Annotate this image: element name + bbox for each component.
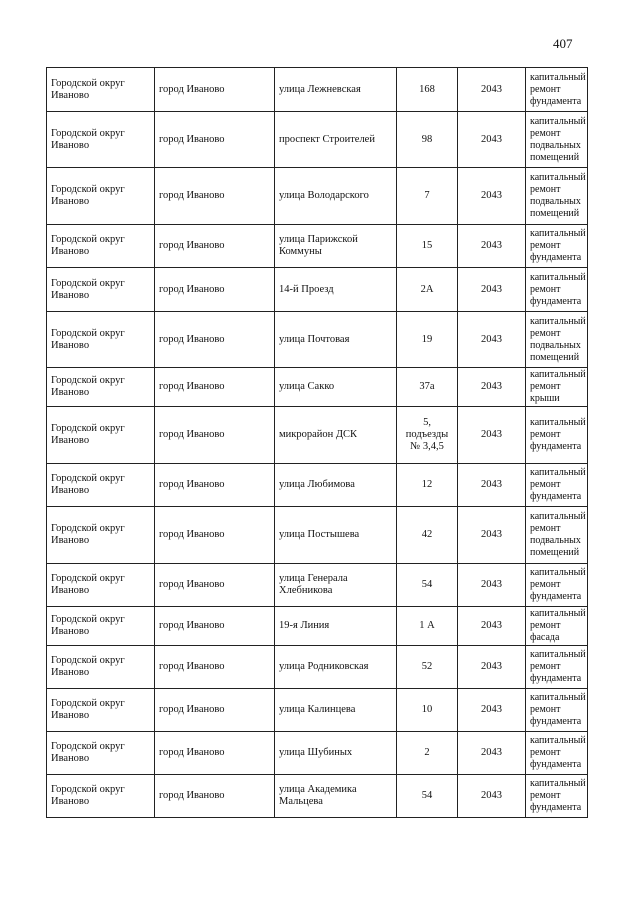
table-row [47, 775, 588, 818]
table-row [47, 68, 588, 112]
table-row [47, 312, 588, 368]
work-type-cell: капитальный ремонт фундамента [526, 68, 588, 112]
house-cell: 42 [397, 507, 458, 564]
city-cell: город Иваново [155, 368, 275, 407]
year-cell: 2043 [458, 507, 526, 564]
city-cell: город Иваново [155, 68, 275, 112]
year-cell: 2043 [458, 464, 526, 507]
house-cell: 2А [397, 268, 458, 312]
house-cell: 37а [397, 368, 458, 407]
year-cell: 2043 [458, 564, 526, 607]
street-cell: улица Сакко [275, 368, 397, 407]
table-row [47, 689, 588, 732]
work-type-cell: капитальный ремонт фундамента [526, 775, 588, 818]
year-cell: 2043 [458, 775, 526, 818]
year-cell: 2043 [458, 607, 526, 646]
work-type-cell: капитальный ремонт крыши [526, 368, 588, 407]
street-cell: микрорайон ДСК [275, 407, 397, 464]
table-row [47, 112, 588, 168]
house-cell: 98 [397, 112, 458, 168]
street-cell: улица Шубиных [275, 732, 397, 775]
district-cell: Городской округ Иваново [47, 464, 155, 507]
street-cell: улица Родниковская [275, 646, 397, 689]
city-cell: город Иваново [155, 564, 275, 607]
year-cell: 2043 [458, 112, 526, 168]
district-cell: Городской округ Иваново [47, 775, 155, 818]
house-cell: 54 [397, 564, 458, 607]
district-cell: Городской округ Иваново [47, 407, 155, 464]
work-type-cell: капитальный ремонт подвальных помещений [526, 507, 588, 564]
house-cell: 7 [397, 168, 458, 225]
work-type-cell: капитальный ремонт подвальных помещений [526, 312, 588, 368]
street-cell: улица Володарского [275, 168, 397, 225]
work-type-cell: капитальный ремонт фундамента [526, 464, 588, 507]
work-type-cell: капитальный ремонт фундамента [526, 646, 588, 689]
work-type-cell: капитальный ремонт фундамента [526, 407, 588, 464]
work-type-cell: капитальный ремонт фундамента [526, 225, 588, 268]
year-cell: 2043 [458, 368, 526, 407]
table-row [47, 225, 588, 268]
street-cell: улица Академика Мальцева [275, 775, 397, 818]
district-cell: Городской округ Иваново [47, 646, 155, 689]
district-cell: Городской округ Иваново [47, 112, 155, 168]
city-cell: город Иваново [155, 268, 275, 312]
district-cell: Городской округ Иваново [47, 68, 155, 112]
table-row [47, 368, 588, 407]
year-cell: 2043 [458, 225, 526, 268]
city-cell: город Иваново [155, 312, 275, 368]
year-cell: 2043 [458, 312, 526, 368]
street-cell: 14-й Проезд [275, 268, 397, 312]
city-cell: город Иваново [155, 607, 275, 646]
street-cell: улица Любимова [275, 464, 397, 507]
house-cell: 2 [397, 732, 458, 775]
house-cell: 19 [397, 312, 458, 368]
street-cell: улица Лежневская [275, 68, 397, 112]
house-cell: 52 [397, 646, 458, 689]
street-cell: улица Калинцева [275, 689, 397, 732]
street-cell: улица Постышева [275, 507, 397, 564]
district-cell: Городской округ Иваново [47, 268, 155, 312]
house-cell: 168 [397, 68, 458, 112]
work-type-cell: капитальный ремонт подвальных помещений [526, 112, 588, 168]
table-row [47, 646, 588, 689]
table-row [47, 407, 588, 464]
work-type-cell: капитальный ремонт фундамента [526, 268, 588, 312]
house-cell: 15 [397, 225, 458, 268]
district-cell: Городской округ Иваново [47, 507, 155, 564]
table-row [47, 732, 588, 775]
work-type-cell: капитальный ремонт фасада [526, 607, 588, 646]
street-cell: 19-я Линия [275, 607, 397, 646]
year-cell: 2043 [458, 407, 526, 464]
table-row [47, 268, 588, 312]
year-cell: 2043 [458, 268, 526, 312]
city-cell: город Иваново [155, 225, 275, 268]
table-row [47, 607, 588, 646]
table-row [47, 507, 588, 564]
city-cell: город Иваново [155, 112, 275, 168]
year-cell: 2043 [458, 732, 526, 775]
work-type-cell: капитальный ремонт подвальных помещений [526, 168, 588, 225]
work-type-cell: капитальный ремонт фундамента [526, 732, 588, 775]
house-cell: 5, подъезды № 3,4,5 [397, 407, 458, 464]
year-cell: 2043 [458, 68, 526, 112]
district-cell: Городской округ Иваново [47, 564, 155, 607]
city-cell: город Иваново [155, 689, 275, 732]
table-row [47, 168, 588, 225]
district-cell: Городской округ Иваново [47, 225, 155, 268]
year-cell: 2043 [458, 689, 526, 732]
street-cell: улица Парижской Коммуны [275, 225, 397, 268]
house-cell: 54 [397, 775, 458, 818]
repair-schedule-table [46, 67, 588, 818]
city-cell: город Иваново [155, 507, 275, 564]
year-cell: 2043 [458, 646, 526, 689]
city-cell: город Иваново [155, 407, 275, 464]
district-cell: Городской округ Иваново [47, 312, 155, 368]
page-number: 407 [553, 36, 573, 51]
table-row [47, 564, 588, 607]
city-cell: город Иваново [155, 646, 275, 689]
work-type-cell: капитальный ремонт фундамента [526, 689, 588, 732]
district-cell: Городской округ Иваново [47, 689, 155, 732]
city-cell: город Иваново [155, 732, 275, 775]
work-type-cell: капитальный ремонт фундамента [526, 564, 588, 607]
street-cell: улица Почтовая [275, 312, 397, 368]
district-cell: Городской округ Иваново [47, 732, 155, 775]
district-cell: Городской округ Иваново [47, 607, 155, 646]
house-cell: 1 А [397, 607, 458, 646]
table-row [47, 464, 588, 507]
district-cell: Городской округ Иваново [47, 368, 155, 407]
city-cell: город Иваново [155, 168, 275, 225]
street-cell: улица Генерала Хлебникова [275, 564, 397, 607]
city-cell: город Иваново [155, 464, 275, 507]
street-cell: проспект Строителей [275, 112, 397, 168]
city-cell: город Иваново [155, 775, 275, 818]
house-cell: 12 [397, 464, 458, 507]
year-cell: 2043 [458, 168, 526, 225]
district-cell: Городской округ Иваново [47, 168, 155, 225]
house-cell: 10 [397, 689, 458, 732]
